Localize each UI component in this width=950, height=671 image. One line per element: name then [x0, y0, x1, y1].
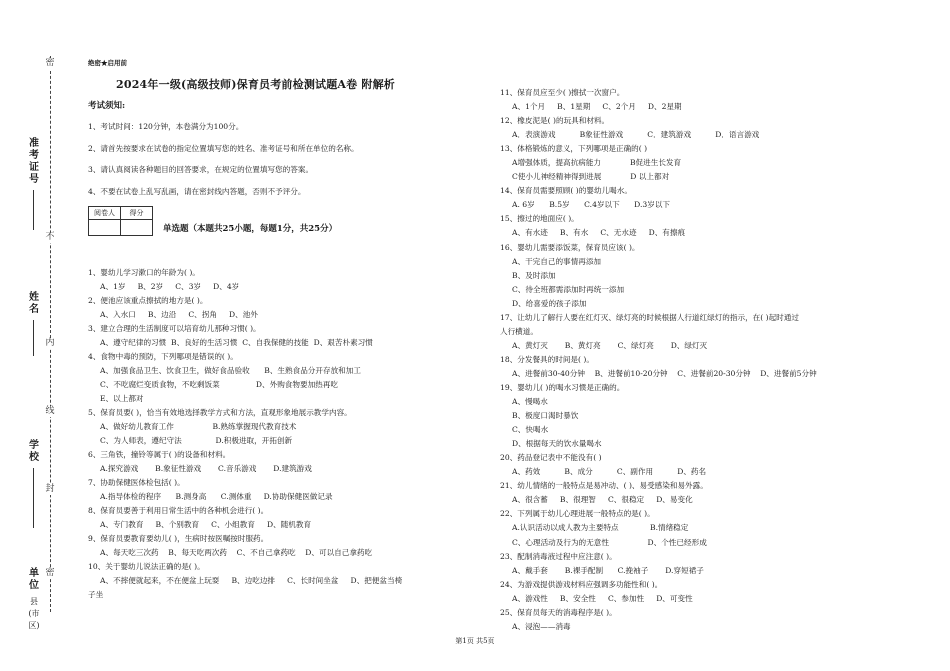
- seal-line: [50, 56, 51, 612]
- question-text: 15、擦过的地面应( )。: [500, 214, 579, 224]
- seal-char: 封: [45, 484, 55, 494]
- school-line: [33, 468, 34, 528]
- answer-options: A、干完自己的事情再添加: [512, 256, 602, 266]
- question-text: 3、建立合理的生活制度可以培育幼儿那种习惯( )。: [88, 324, 261, 333]
- answer-options: C、待全班都需添加时再统一添加: [512, 284, 625, 294]
- page-title: 2024年一级(高级技师)保育员考前检测试题A卷 附解析: [116, 78, 395, 91]
- answer-options: C、为人师表，遵纪守法 D.积极进取，开拓创新: [100, 436, 293, 445]
- question-text: 8、保育员要善于利用日常生活中的各种机会进行( )。: [88, 506, 269, 515]
- notice-heading: 考试须知:: [88, 101, 126, 111]
- notice-item: 4、不要在试卷上乱写乱画，请在密封线内答题，否则不予评分。: [88, 186, 306, 196]
- answer-options: C、心理活动及行为的无意性 D、个性已经形成: [512, 537, 707, 547]
- question-text: 5、保育员要( )，恰当有效地选择教学方式和方法，直观形象地展示教学内容。: [88, 408, 352, 417]
- answer-options: A、进餐前30-40分钟 B、进餐前10-20分钟 C、进餐前20-30分钟 D、进餐前5分钟: [512, 368, 817, 378]
- answer-options: A、有水迹 B、有水 C、无水迹 D、有擦痕: [512, 228, 686, 238]
- question-list: [500, 86, 900, 634]
- question-text: 7、协助保健医体检包括( )。: [88, 478, 185, 487]
- exam-number-line: [33, 190, 34, 230]
- answer-options: A、1岁 B、2岁 C、3岁 D、4岁: [100, 282, 240, 291]
- answer-options: A．表演游戏 B象征性游戏 C．建筑游戏 D．语言游戏: [512, 130, 760, 140]
- left-column: [88, 58, 478, 602]
- question-text: 25、保育员每天的消毒程序是( )。: [500, 607, 617, 617]
- notice-list: [88, 116, 478, 202]
- question-text: 2、便池应该重点擦拭的地方是( )。: [88, 296, 208, 305]
- answer-options: A、药效 B、成分 C、副作用 D、药名: [512, 467, 707, 477]
- question-text: 20、药品登记表中不能没有( ): [500, 453, 602, 463]
- question-text: 22、下列属于幼儿心理进展一般特点的是( )。: [500, 509, 655, 519]
- answer-options: A、1个月 B、1星期 C、2个月 D、2星期: [512, 102, 682, 112]
- answer-options: A、做好幼儿教育工作 B.熟练掌握现代教育技术: [100, 422, 297, 431]
- district-label: 县(市区): [28, 597, 40, 630]
- question-text: 9、保育员要教育要幼儿( )，生病时按医嘱按时服药。: [88, 534, 269, 543]
- question-text: 23、配制消毒液过程中应注意( )。: [500, 551, 617, 561]
- question-text: 人行横道。: [500, 326, 538, 336]
- question-list: [88, 266, 478, 602]
- question-text: 12、橡皮泥是( )的玩具和材料。: [500, 116, 610, 126]
- section-title: 单选题（本题共25小题，每题1分，共25分）: [163, 224, 338, 234]
- seal-char: 密: [45, 58, 55, 68]
- answer-options: A、专门教育 B、个别教育 C、小组教育 D、随机教育: [100, 520, 312, 529]
- question-text: 11、保育员应至少( )擦拭一次窗户。: [500, 88, 625, 97]
- question-text: 19、婴幼儿( )的喝水习惯是正确的。: [500, 382, 625, 392]
- binding-margin: [0, 0, 78, 671]
- question-text: 21、幼儿情绪的一般特点是易冲动、( )、易受感染和易外露。: [500, 481, 708, 491]
- answer-options: E、以上都对: [100, 394, 144, 403]
- score-cell[interactable]: [121, 220, 153, 236]
- question-text: 18、分发餐具的时间是( )。: [500, 354, 594, 364]
- unit-label: 单位: [29, 568, 39, 591]
- score-row: [88, 206, 478, 236]
- question-text: 6、三角铁，撞铃等属于( )的设备和材料。: [88, 450, 231, 459]
- answer-options: A、每天吃三次药 B、每天吃两次药 C、不自己拿药吃 D、可以自己拿药吃: [100, 548, 373, 557]
- answer-options: A、入水口 B、边沿 C、拐角 D、池外: [100, 310, 258, 319]
- question-text: 10、关于婴幼儿说法正确的是( )。: [88, 562, 205, 571]
- answer-options: A、不摔便就起来，不在便盆上玩耍 B、边吃边排 C、长时间坐盆 D、把便盆当椅: [100, 576, 403, 585]
- confidential-mark: 绝密★启用前: [88, 59, 127, 67]
- question-text: 13、体格锻炼的意义，下列哪项是正确的( ): [500, 144, 648, 154]
- answer-options: C、快喝水: [512, 425, 549, 435]
- question-text: 17、让幼儿了解行人要在红灯灭、绿灯亮的时候根据人行道红绿灯的指示，在( )起时通过: [500, 312, 799, 322]
- answer-options: A、黄灯灭 B、黄灯亮 C、绿灯亮 D、绿灯灭: [512, 340, 708, 350]
- answer-options: A、遵守纪律的习惯 B、良好的生活习惯 C、自我保健的技能 D、艰苦朴素习惯: [100, 338, 373, 347]
- answer-options: A、慢喝水: [512, 397, 548, 407]
- seal-char: 内: [45, 338, 55, 348]
- answer-options: C、不吃腐烂变质食物，不吃剩饭菜 D、外购食物要加热再吃: [100, 380, 338, 389]
- answer-options: A. 6岁 B.5岁 C.4岁以下 D.3岁以下: [512, 200, 671, 210]
- answer-options: A.探究游戏 B.象征性游戏 C.音乐游戏 D.建筑游戏: [100, 464, 312, 473]
- answer-options: A增强体质，提高抗病能力 B促进生长发育: [512, 158, 682, 168]
- exam-number-label: 准考证号: [29, 138, 39, 185]
- answer-options: A、加强食品卫生、饮食卫生，做好食品验收 B、生熟食品分开存放和加工: [100, 366, 361, 375]
- answer-options: B、极度口渴时暴饮: [512, 411, 579, 421]
- grader-header: 阅卷人: [89, 207, 121, 220]
- question-text: 子坐: [88, 590, 104, 599]
- school-label: 学校: [29, 440, 39, 463]
- seal-char: 不: [45, 232, 55, 242]
- answer-options: A、浸泡——消毒: [512, 621, 571, 631]
- question-text: 24、为游戏提供游戏材料应强调多功能性和( )。: [500, 579, 663, 589]
- question-text: 14、保育员需要照顾( )的婴幼儿喝水。: [500, 186, 632, 196]
- answer-options: A.认识活动以成人教为主要特点 B.情绪稳定: [512, 523, 689, 533]
- question-text: 1、婴幼儿学习漱口的年龄为( )。: [88, 268, 200, 277]
- answer-options: B、及时添加: [512, 270, 556, 280]
- grader-cell[interactable]: [89, 220, 121, 236]
- name-line: [33, 320, 34, 356]
- question-text: 4、食物中毒的预防，下列哪项是错误的( )。: [88, 352, 238, 361]
- answer-options: A、很含蓄 B、很理智 C、很稳定 D、易变化: [512, 495, 693, 505]
- answer-options: D、根据每天的饮水量喝水: [512, 439, 602, 449]
- score-table: [88, 206, 153, 236]
- answer-options: D、给喜爱的孩子添加: [512, 298, 587, 308]
- right-column: [500, 86, 900, 634]
- answer-options: A、游戏性 B、安全性 C、参加性 D、可变性: [512, 593, 693, 603]
- page-footer: 第1页 共5页: [455, 637, 495, 645]
- name-label: 姓名: [29, 292, 39, 315]
- answer-options: A、戴手套 B.裸手配制 C.挽袖子 D.穿短裙子: [512, 565, 704, 575]
- answer-options: A.指导体检的程序 B.测身高 C.测体重 D.协助保健医做记录: [100, 492, 333, 501]
- score-header: 得分: [121, 207, 153, 220]
- notice-item: 3、请认真阅读各种题目的回答要求，在规定的位置填写您的答案。: [88, 165, 314, 174]
- seal-char: 线: [45, 406, 55, 416]
- answer-options: C使小儿神经精神得到进展 D 以上都对: [512, 172, 670, 182]
- notice-item: 1、考试时间：120分钟，本卷满分为100分。: [88, 122, 244, 131]
- notice-item: 2、请首先按要求在试卷的指定位置填写您的姓名、准考证号和所在单位的名称。: [88, 143, 359, 153]
- seal-char: 密: [45, 568, 55, 578]
- question-text: 16、婴幼儿需要添饭菜，保育员应该( )。: [500, 242, 640, 252]
